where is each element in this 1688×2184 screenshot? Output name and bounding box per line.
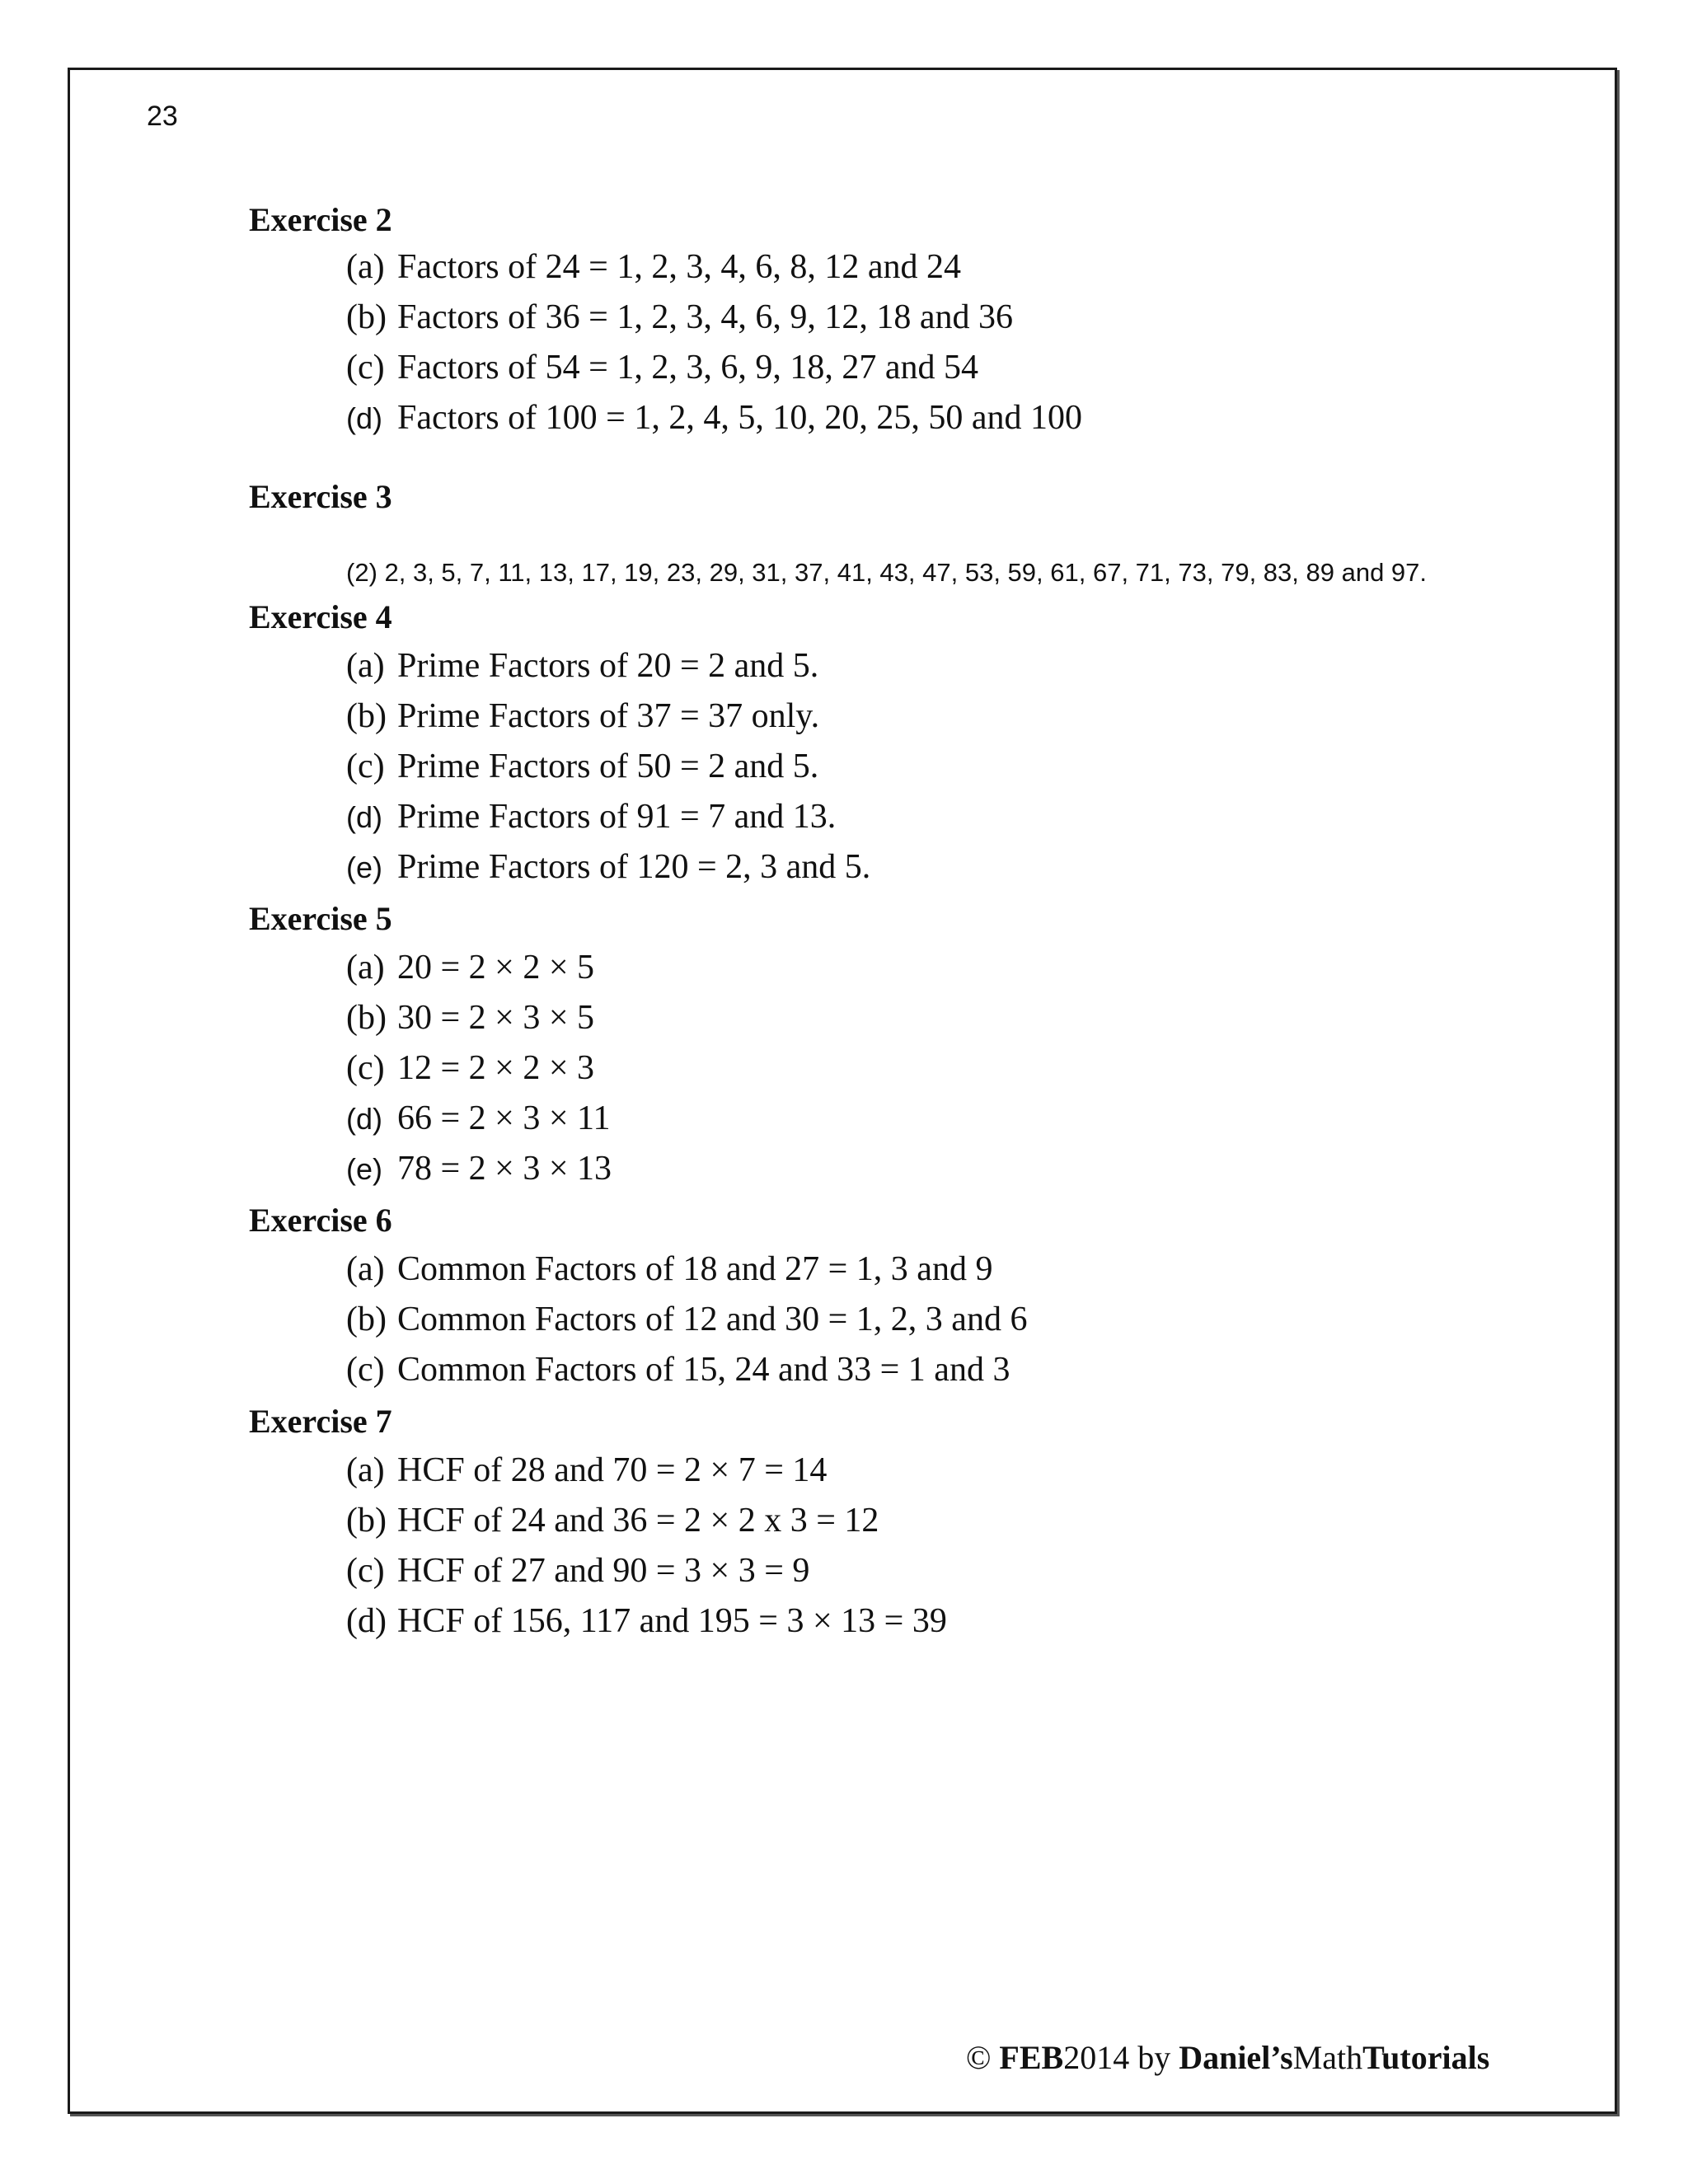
item-label: (b) <box>346 298 387 336</box>
item-text: 20 = 2 × 2 × 5 <box>397 949 595 987</box>
item-text: HCF of 27 and 90 = 3 × 3 = 9 <box>397 1552 810 1590</box>
exercise-4-item-a <box>346 646 818 686</box>
exercise-7-item-b <box>346 1501 879 1540</box>
exercise-5-item-c <box>346 1048 594 1088</box>
exercise-2-heading: Exercise 2 <box>249 201 392 238</box>
item-text: Prime Factors of 120 = 2, 3 and 5. <box>397 848 871 886</box>
item-text: Prime Factors of 50 = 2 and 5. <box>397 748 819 785</box>
item-label: (d) <box>346 1602 387 1640</box>
exercise-5-item-b <box>346 998 594 1038</box>
exercise-3-primes-line: (2) 2, 3, 5, 7, 11, 13, 17, 19, 23, 29, 31, 37, 41, 43, 47, 53, 59, 61, 67, 71, 73, 79, 83, 89 and 97. <box>346 558 1428 587</box>
item-text: Common Factors of 12 and 30 = 1, 2, 3 and 6 <box>397 1301 1028 1338</box>
exercise-5-item-a <box>346 948 594 987</box>
item-label: (a) <box>346 1451 385 1489</box>
exercise-7-item-a <box>346 1451 827 1490</box>
exercise-6-heading: Exercise 6 <box>249 1202 392 1239</box>
footer-brand-mid: Math <box>1292 2039 1363 2076</box>
item-text: 66 = 2 × 3 × 11 <box>397 1099 611 1137</box>
exercise-7-heading: Exercise 7 <box>249 1403 392 1440</box>
item-text: HCF of 156, 117 and 195 = 3 × 13 = 39 <box>397 1602 947 1640</box>
exercise-2-item-d <box>346 398 1082 438</box>
item-text: 30 = 2 × 3 × 5 <box>397 999 595 1037</box>
exercise-5-heading: Exercise 5 <box>249 900 392 937</box>
item-label: (d) <box>346 401 382 435</box>
item-text: 78 = 2 × 3 × 13 <box>397 1150 612 1188</box>
copyright-footer <box>966 2038 1489 2077</box>
footer-year: 2014 by <box>1063 2039 1171 2076</box>
exercise-4-item-e <box>346 847 870 887</box>
item-label: (b) <box>346 999 387 1037</box>
item-text: Factors of 36 = 1, 2, 3, 4, 6, 9, 12, 18 and 36 <box>397 298 1013 336</box>
item-label: (e) <box>346 851 382 884</box>
item-label: (c) <box>346 1351 385 1389</box>
item-text: HCF of 28 and 70 = 2 × 7 = 14 <box>397 1451 828 1489</box>
exercise-2-item-b <box>346 298 1013 337</box>
footer-author: Daniel’s <box>1179 2039 1293 2076</box>
item-label: (a) <box>346 248 385 286</box>
item-text: 12 = 2 × 2 × 3 <box>397 1049 595 1087</box>
exercise-5-item-e <box>346 1149 612 1188</box>
exercise-6-item-a <box>346 1249 992 1289</box>
page-number: 23 <box>147 101 178 132</box>
footer-month: FEB <box>999 2039 1064 2076</box>
item-label: (a) <box>346 949 385 987</box>
exercise-4-item-d <box>346 797 836 837</box>
item-text: Prime Factors of 37 = 37 only. <box>397 697 820 735</box>
item-text: Factors of 54 = 1, 2, 3, 6, 9, 18, 27 and 54 <box>397 349 978 387</box>
exercise-2-item-c <box>346 348 978 387</box>
exercise-7-item-d <box>346 1601 947 1641</box>
item-label: (b) <box>346 1301 387 1338</box>
exercise-4-item-c <box>346 747 818 786</box>
item-label: (e) <box>346 1152 382 1186</box>
item-label: (a) <box>346 1250 385 1288</box>
exercise-5-item-d <box>346 1099 611 1138</box>
footer-brand-end: Tutorials <box>1362 2039 1490 2076</box>
exercise-3-heading: Exercise 3 <box>249 478 392 515</box>
item-text: Factors of 24 = 1, 2, 3, 4, 6, 8, 12 and 24 <box>397 248 961 286</box>
item-label: (c) <box>346 349 385 387</box>
exercise-4-heading: Exercise 4 <box>249 598 392 635</box>
item-label: (d) <box>346 800 382 834</box>
item-text: Factors of 100 = 1, 2, 4, 5, 10, 20, 25, 50 and 100 <box>397 399 1082 437</box>
item-text: Prime Factors of 20 = 2 and 5. <box>397 647 819 685</box>
item-text: Prime Factors of 91 = 7 and 13. <box>397 798 837 836</box>
exercise-6-item-c <box>346 1350 1010 1390</box>
exercise-4-item-b <box>346 696 819 736</box>
item-text: Common Factors of 15, 24 and 33 = 1 and 3 <box>397 1351 1010 1389</box>
item-label: (c) <box>346 1552 385 1590</box>
item-text: Common Factors of 18 and 27 = 1, 3 and 9 <box>397 1250 993 1288</box>
exercise-7-item-c <box>346 1551 809 1591</box>
exercise-2-item-a <box>346 247 961 287</box>
item-label: (a) <box>346 647 385 685</box>
exercise-6-item-b <box>346 1300 1027 1339</box>
item-label: (c) <box>346 1049 385 1087</box>
item-label: (b) <box>346 1502 387 1540</box>
copyright-symbol: © <box>966 2039 992 2076</box>
item-label: (c) <box>346 748 385 785</box>
item-label: (d) <box>346 1102 382 1136</box>
item-text: HCF of 24 and 36 = 2 × 2 x 3 = 12 <box>397 1502 879 1540</box>
item-label: (b) <box>346 697 387 735</box>
